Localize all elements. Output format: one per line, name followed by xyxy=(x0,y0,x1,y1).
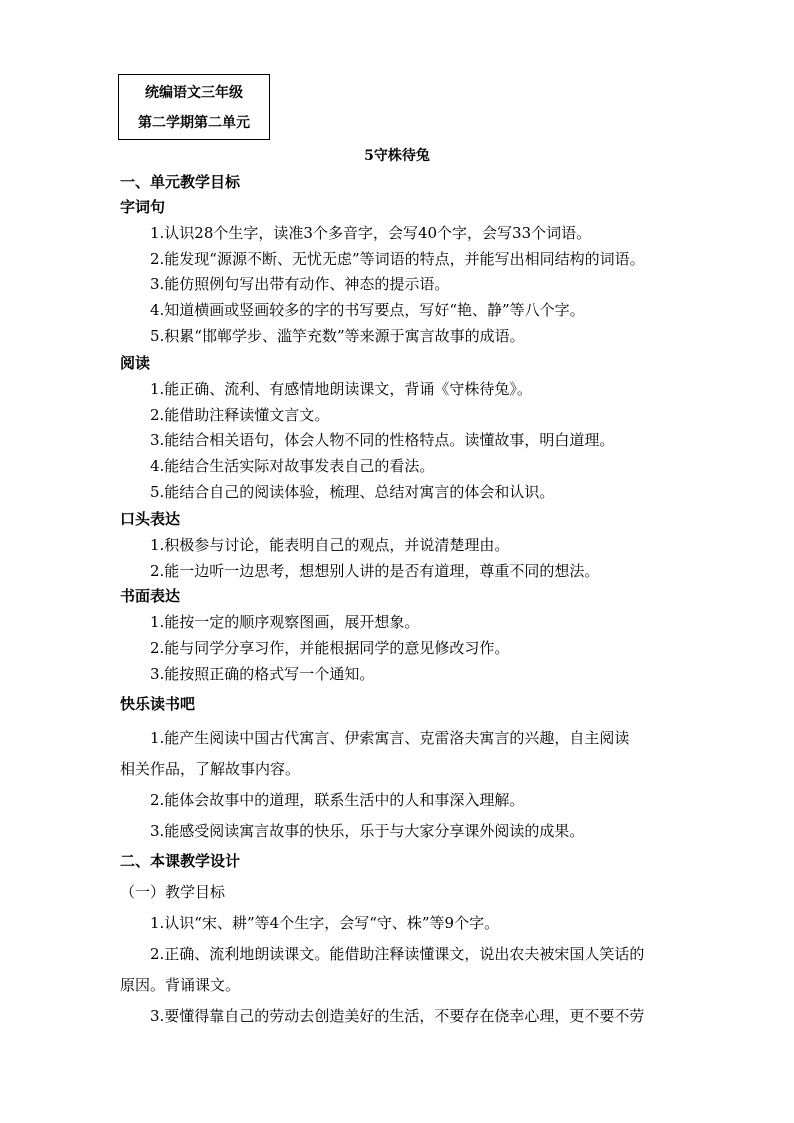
list-item: 2.能借助注释读懂文言文。 xyxy=(150,406,330,424)
subsection-heading: （一）教学目标 xyxy=(120,883,226,901)
list-item: 1.认识28个生字，读准3个多音字，会写40个字，会写33个词语。 xyxy=(150,224,592,242)
section1-heading: 一、单元教学目标 xyxy=(120,173,241,191)
list-item: 2.能一边听一边思考，想想别人讲的是否有道理，尊重不同的想法。 xyxy=(150,562,600,580)
list-item: 5.积累“邯郸学步、滥竽充数”等来源于寓言故事的成语。 xyxy=(150,327,525,345)
list-item-continuation: 相关作品，了解故事内容。 xyxy=(120,760,301,778)
section2-heading: 二、本课教学设计 xyxy=(120,852,241,870)
list-item: 4.知道横画或竖画较多的字的书写要点，写好“艳、静”等八个字。 xyxy=(150,301,585,319)
list-item: 3.能仿照例句写出带有动作、神态的提示语。 xyxy=(150,275,450,293)
list-item: 2.正确、流利地朗读课文。能借助注释读懂课文，说出农夫被宋国人笑话的 xyxy=(150,945,645,963)
list-item: 2.能与同学分享习作，并能根据同学的意见修改习作。 xyxy=(150,639,510,657)
list-item: 1.能按一定的顺序观察图画，展开想象。 xyxy=(150,613,420,631)
list-item: 1.认识“宋、耕”等4个生字，会写“守、株”等9个字。 xyxy=(150,914,500,932)
list-item: 1.能正确、流利、有感情地朗读课文，背诵《守株待兔》。 xyxy=(150,380,532,398)
list-item: 5.能结合自己的阅读体验，梳理、总结对寓言的体会和认识。 xyxy=(150,483,555,501)
group-heading-happy-reading: 快乐读书吧 xyxy=(120,695,196,713)
list-item: 3.能感受阅读寓言故事的快乐，乐于与大家分享课外阅读的成果。 xyxy=(150,822,585,840)
grade-box-line2: 第二学期第二单元 xyxy=(138,115,250,131)
grade-box xyxy=(118,74,270,140)
list-item: 3.能结合相关语句，体会人物不同的性格特点。读懂故事，明白道理。 xyxy=(150,431,615,449)
list-item: 1.积极参与讨论，能表明自己的观点，并说清楚理由。 xyxy=(150,536,510,554)
list-item: 2.能体会故事中的道理，联系生活中的人和事深入理解。 xyxy=(150,791,525,809)
group-heading-oral: 口头表达 xyxy=(120,510,181,528)
list-item: 4.能结合生活实际对故事发表自己的看法。 xyxy=(150,457,435,475)
grade-box-line1: 统编语文三年级 xyxy=(145,85,243,101)
group-heading-writing: 书面表达 xyxy=(120,587,181,605)
lesson-title: 5守株待兔 xyxy=(364,148,430,164)
list-item: 3.能按照正确的格式写一个通知。 xyxy=(150,665,375,683)
list-item: 1.能产生阅读中国古代寓言、伊索寓言、克雷洛夫寓言的兴趣，自主阅读 xyxy=(150,729,630,747)
list-item: 2.能发现“源源不断、无忧无虑”等词语的特点，并能写出相同结构的词语。 xyxy=(150,250,645,268)
group-heading-reading: 阅读 xyxy=(120,354,151,372)
group-heading-vocab: 字词句 xyxy=(120,198,166,216)
list-item-continuation: 原因。背诵课文。 xyxy=(120,976,241,994)
list-item: 3.要懂得靠自己的劳动去创造美好的生活，不要存在侥幸心理，更不要不劳 xyxy=(150,1007,645,1025)
